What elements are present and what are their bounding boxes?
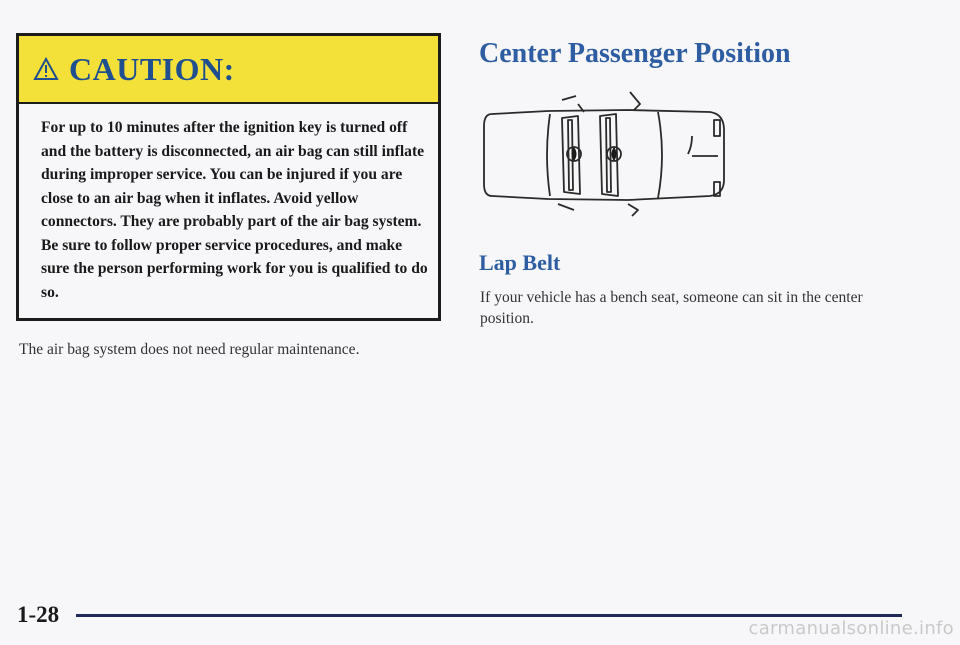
lap-belt-text: If your vehicle has a bench seat, someone can sit in the center position.	[480, 289, 863, 327]
maintenance-note: The air bag system does not need regular maintenance.	[19, 341, 360, 358]
section-title: Center Passenger Position	[479, 38, 791, 69]
warning-triangle-icon	[33, 57, 59, 81]
caution-title: CAUTION:	[69, 51, 235, 87]
lap-belt-title: Lap Belt	[479, 250, 561, 275]
caution-header	[19, 36, 438, 104]
footer-rule	[76, 614, 902, 617]
caution-text: For up to 10 minutes after the ignition key is turned off and the battery is disconnected, an air bag can still inflate during improper service. You can be injured if you are close to an air bag when it inflates. Avoid yellow connectors. They are probably part of the air bag system. Be sure to follow proper service procedures, and make sure the person performing work for you is qualified to do so.	[41, 119, 428, 301]
caution-box	[16, 33, 441, 321]
watermark: carmanualsonline.info	[748, 618, 954, 639]
vehicle-seating-diagram	[478, 86, 732, 218]
page-number: 1-28	[17, 602, 60, 627]
